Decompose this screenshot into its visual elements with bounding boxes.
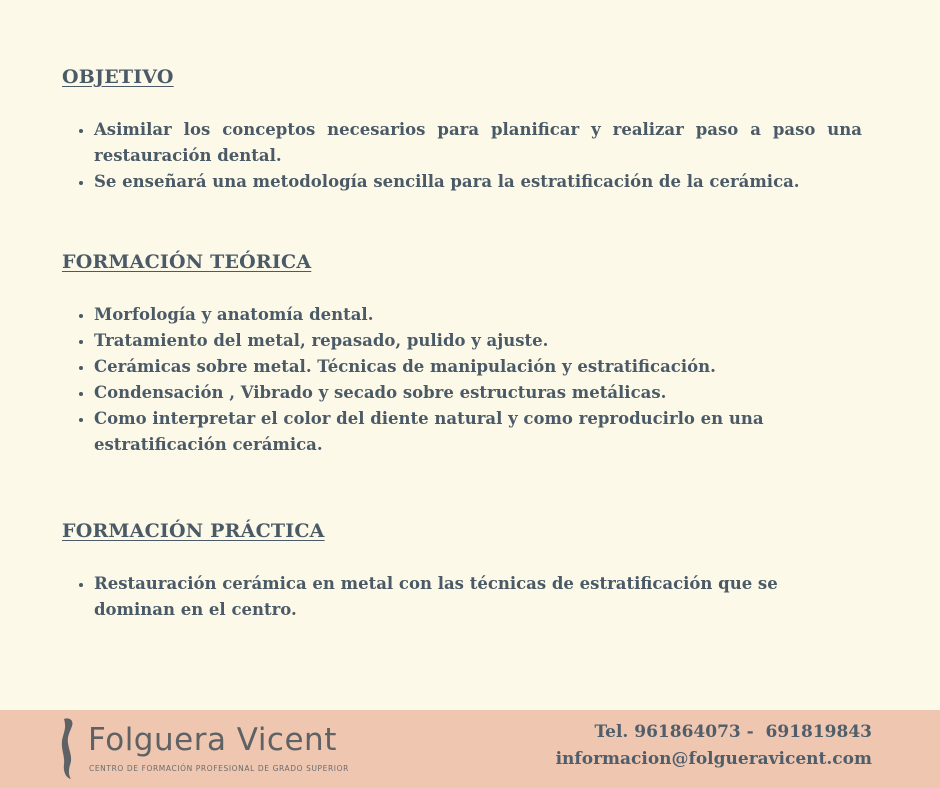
list-item: • Asimilar los conceptos necesarios para planificar y realizar paso a paso una restauración dental. — [94, 117, 862, 169]
list-item: • Tratamiento del metal, repasado, pulido y ajuste. — [94, 328, 862, 354]
list-item: • Como interpretar el color del diente natural y como reproducirlo en una estratificación cerámica. — [94, 406, 862, 458]
list-item: • Restauración cerámica en metal con las técnicas de estratificación que se dominan en el centro. — [94, 571, 862, 623]
logo-subtitle: CENTRO DE FORMACIÓN PROFESIONAL DE GRADO SUPERIOR — [89, 764, 349, 773]
phone-text: Tel. 961864073 - 691819843 — [594, 722, 872, 742]
section-title-teorica: FORMACIÓN TEÓRICA — [62, 251, 312, 273]
practica-list — [62, 571, 862, 623]
list-item: • Se enseñará una metodología sencilla para la estratificación de la cerámica. — [94, 169, 862, 195]
section-title-objetivo: OBJETIVO — [62, 66, 174, 88]
section-teorica — [62, 251, 862, 458]
folguera-vicent-logo — [58, 715, 378, 785]
objetivo-list — [62, 117, 862, 195]
section-objetivo — [62, 66, 862, 195]
document-body — [62, 66, 862, 623]
email-text: informacion@folgueravicent.com — [555, 749, 872, 769]
contact-info — [556, 719, 872, 773]
tooth-icon — [58, 715, 80, 781]
section-practica — [62, 520, 862, 623]
list-item: • Morfología y anatomía dental. — [94, 302, 862, 328]
logo-name: Folguera Vicent — [88, 722, 337, 758]
teorica-list — [62, 302, 862, 458]
footer-band — [0, 710, 940, 788]
list-item: • Condensación , Vibrado y secado sobre estructuras metálicas. — [94, 380, 862, 406]
section-title-practica: FORMACIÓN PRÁCTICA — [62, 520, 325, 542]
list-item: • Cerámicas sobre metal. Técnicas de manipulación y estratificación. — [94, 354, 862, 380]
